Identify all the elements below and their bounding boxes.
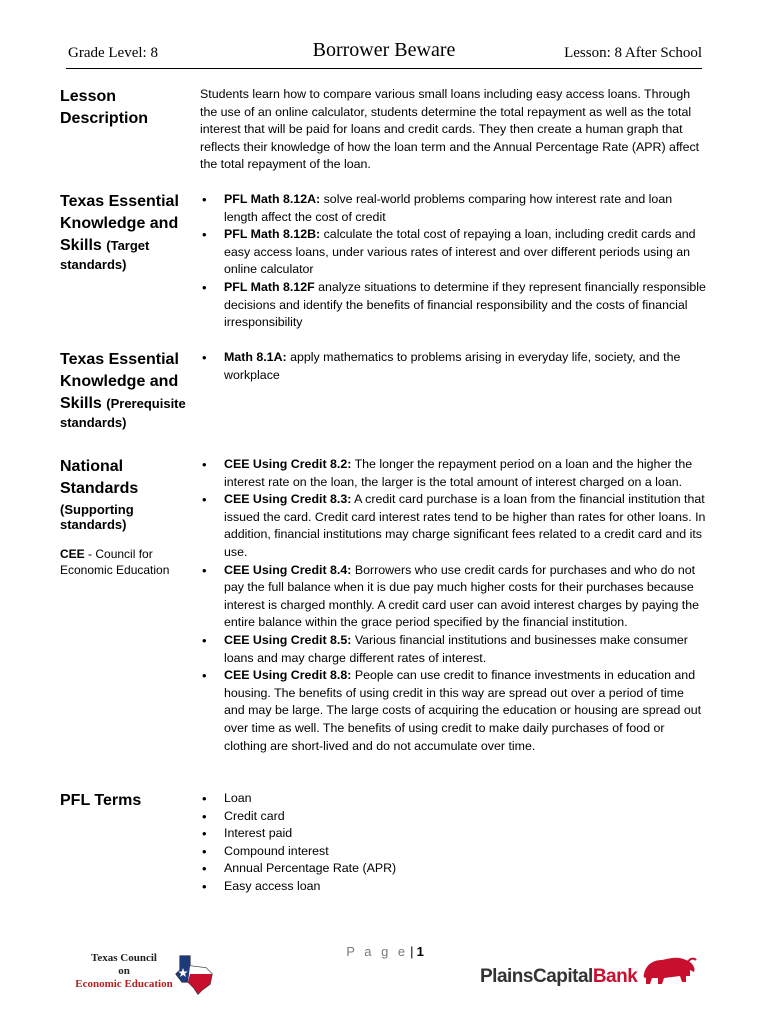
plainscapital-bank-logo: PlainsCapitalBank	[480, 952, 700, 992]
pfl-terms-list	[200, 790, 706, 896]
national-standards-label: National Standards (Supporting standards) CEE - Council for Economic Education	[60, 456, 190, 578]
cee-note: CEE - Council for Economic Education	[60, 547, 170, 577]
lesson-description-text: Students learn how to compare various small loans including easy access loans. Through the use of an online calculator, students determine the total repayment as well as the total interest that will be paid for loans and credit cards. They then create a human graph that reflects their knowledge of how the loan term and the Annual Percentage Rate (APR) affect the total repayment of the loan.	[200, 87, 700, 172]
list-item: • Annual Percentage Rate (APR)	[200, 860, 706, 878]
list-item: • Loan	[200, 790, 706, 808]
page-number: P a g e | 1	[346, 944, 424, 959]
texas-flag-icon	[172, 952, 216, 996]
list-item: • CEE Using Credit 8.2: The longer the repayment period on a loan and the higher the interest rate on the loan, the larger is the total amount of interest charged on a loan.	[200, 456, 706, 491]
list-item: • Easy access loan	[200, 878, 706, 896]
list-item: • CEE Using Credit 8.4: Borrowers who use credit cards for purchases and who do not pay the full balance when it is due pay much higher costs for their purchases because interest is charged monthly. A credit card user can avoid interest charges by paying the entire balance within the grace period specified by the financial institution.	[200, 562, 706, 632]
list-item: • Math 8.1A: apply mathematics to problems arising in everyday life, society, and the workplace	[200, 349, 706, 384]
teks-target-label: Texas Essential Knowledge and Skills (Target standards)	[60, 193, 179, 272]
teks-prereq-label: Texas Essential Knowledge and Skills (Prerequisite standards)	[60, 351, 186, 430]
teks-prereq-list	[200, 349, 706, 384]
teks-target-list	[200, 191, 706, 332]
list-item: • PFL Math 8.12B: calculate the total cost of repaying a loan, including credit cards and easy access loans, under various rates of interest and over different periods using an online calculator	[200, 226, 706, 279]
pfl-terms-label: PFL Terms	[60, 792, 142, 809]
national-standards-list	[200, 456, 706, 755]
list-item: • CEE Using Credit 8.3: A credit card purchase is a loan from the financial institution that issued the card. Credit card interest rates tend to be higher than rates for other loans. In addition, financial institutions may charge significant fees related to a credit card and its use.	[200, 491, 706, 561]
tcee-logo: Texas Council on Economic Education	[64, 952, 224, 1002]
list-item: • Interest paid	[200, 825, 706, 843]
list-item: • Compound interest	[200, 843, 706, 861]
grade-level: Grade Level: 8	[68, 45, 158, 61]
lesson-description-label: Lesson Description	[60, 88, 149, 127]
lesson-label: Lesson: 8 After School	[564, 45, 702, 61]
buffalo-icon	[640, 952, 698, 988]
list-item: • CEE Using Credit 8.5: Various financial institutions and businesses make consumer loans and may charge different rates of interest.	[200, 632, 706, 667]
page-header	[66, 36, 702, 69]
list-item: • Credit card	[200, 808, 706, 826]
list-item: • PFL Math 8.12A: solve real-world problems comparing how interest rate and loan length affect the cost of credit	[200, 191, 706, 226]
list-item: • PFL Math 8.12F analyze situations to determine if they represent financially responsible decisions and identify the benefits of financial responsibility and the costs of financial irresponsibility	[200, 279, 706, 332]
page-title: Borrower Beware	[312, 39, 456, 61]
list-item: • CEE Using Credit 8.8: People can use credit to finance investments in education and housing. The benefits of using credit in this way are spread out over a period of time and may be large. The large costs of acquiring the education or housing are spread out over time as well. The benefits of using credit to make daily purchases of food or clothing are short-lived and do not accumulate over time.	[200, 667, 706, 755]
